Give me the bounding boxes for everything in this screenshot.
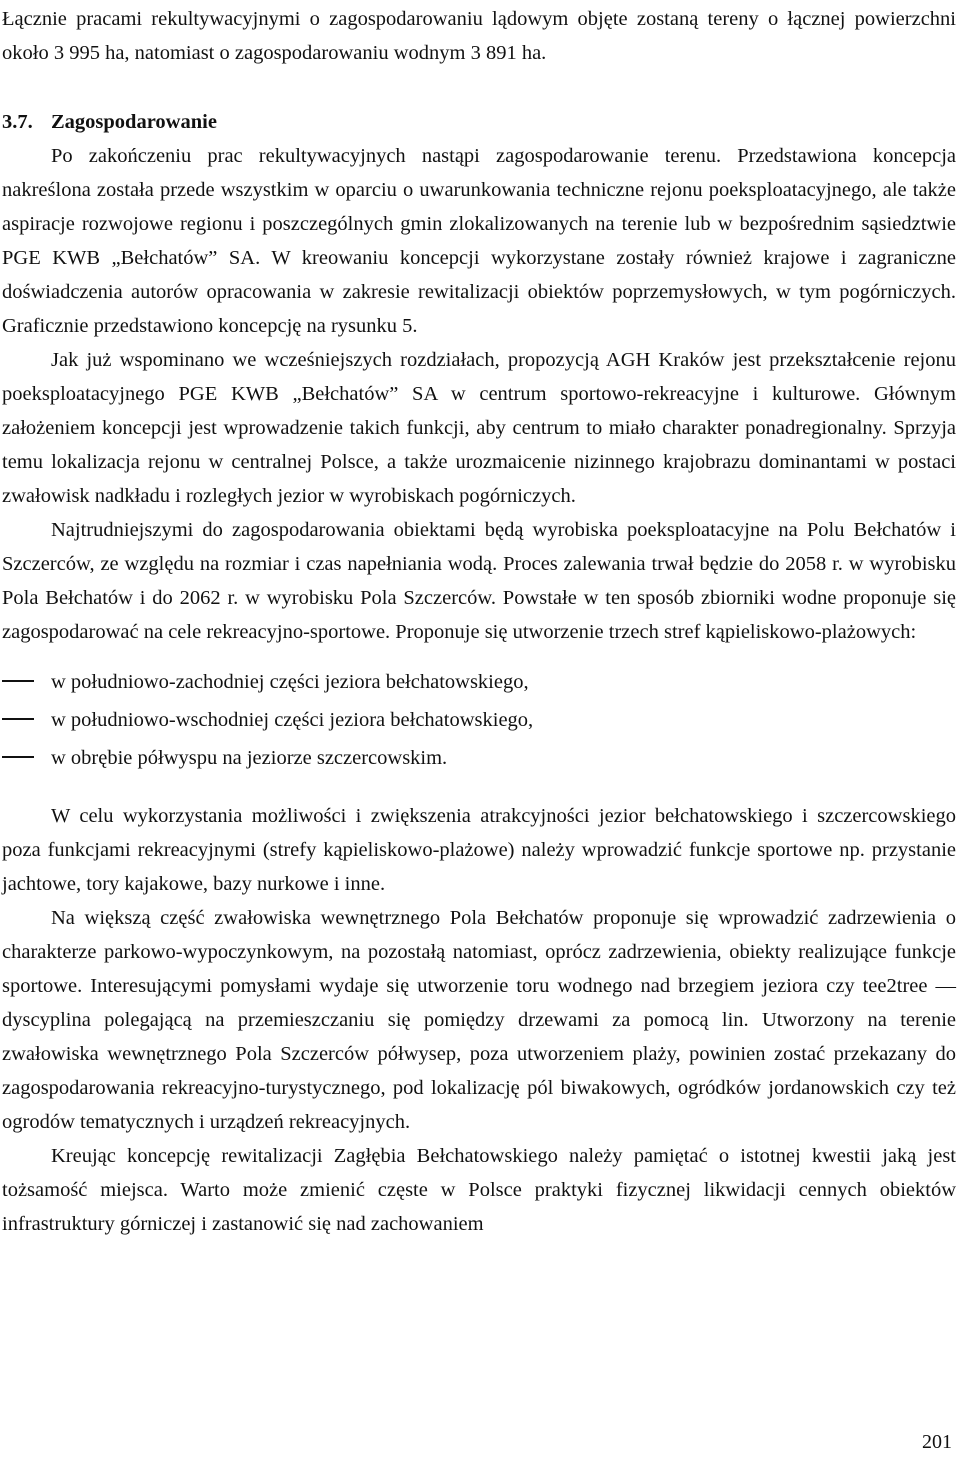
body-paragraph: Na większą część zwałowiska wewnętrznego Pola Bełchatów proponuje się wprowadzić zadrzewienia o charakterze parkowo-wypoczynkowym, na pozostałą natomiast, oprócz zadrzewienia, obiekty realizujące funkcje sportowe. Interesującymi pomysłami wydaje się utworzenie toru wodnego nad brzegiem jeziora czy tee2tree — dyscyplina polegającą na przemieszczaniu się pomiędzy drzewami za pomocą lin. Utworzony na terenie zwałowiska wewnętrznego Pola Szczerców półwysep, poza utworzeniem plaży, powinien zostać przekazany do zagospodarowania rekreacyjno-turystycznego, pod lokalizację pól biwakowych, ogródków jordanowskich czy też ogrodów tematycznych i urządzeń rekreacyjnych. <box>2 907 956 1133</box>
page-number: 201 <box>922 1431 952 1453</box>
list-item <box>2 739 956 777</box>
list-item-text: w obrębie półwyspu na jeziorze szczercowskim. <box>51 747 448 769</box>
dash-bullet-icon <box>2 718 34 720</box>
section-title: Zagospodarowanie <box>51 111 217 133</box>
beach-zones-list <box>2 663 956 777</box>
list-item <box>2 663 956 701</box>
body-paragraph: Najtrudniejszymi do zagospodarowania obiektami będą wyrobiska poeksploatacyjne na Polu Bełchatów i Szczerców, ze względu na rozmiar i czas napełniania wodą. Proces zalewania trwał będzie do 2058 r. w wyrobisku Pola Bełchatów i do 2062 r. w wyrobisku Pola Szczerców. Powstałe w ten sposób zbiorniki wodne proponuje się zagospodarować na cele rekreacyjno-sportowe. Proponuje się utworzenie trzech stref kąpieliskowo-plażowych: <box>2 519 956 643</box>
section-number: 3.7. <box>2 111 33 133</box>
list-item <box>2 701 956 739</box>
body-paragraph: Po zakończeniu prac rekultywacyjnych nastąpi zagospodarowanie terenu. Przedstawiona koncepcja nakreślona została przede wszystkim w oparciu o uwarunkowania techniczne rejonu poeksploatacyjnego, ale także aspiracje rozwojowe regionu i poszczególnych gmin zlokalizowanych na terenie lub w bezpośrednim sąsiedztwie PGE KWB „Bełchatów” SA. W kreowaniu koncepcji wykorzystane zostały również krajowe i zagraniczne doświadczenia autorów opracowania w zakresie rewitalizacji obiektów poprzemysłowych, w tym pogórniczych. Graficznie przedstawiono koncepcję na rysunku 5. <box>2 145 956 337</box>
dash-bullet-icon <box>2 756 34 758</box>
list-item-text: w południowo-wschodniej części jeziora bełchatowskiego, <box>51 709 534 731</box>
body-paragraph: Jak już wspominano we wcześniejszych rozdziałach, propozycją AGH Kraków jest przekształcenie rejonu poeksploatacyjnego PGE KWB „Bełchatów” SA w centrum sportowo-rekreacyjne i kulturowe. Głównym założeniem koncepcji jest wprowadzenie takich funkcji, aby centrum to miało charakter ponadregionalny. Sprzyja temu lokalizacja rejonu w centralnej Polsce, a także urozmaicenie nizinnego krajobrazu dominantami w postaci zwałowisk nadkładu i rozległych jezior w wyrobiskach pogórniczych. <box>2 349 956 507</box>
list-item-text: w południowo-zachodniej części jeziora bełchatowskiego, <box>51 671 529 693</box>
body-paragraph: Kreując koncepcję rewitalizacji Zagłębia Bełchatowskiego należy pamiętać o istotnej kwestii jaką jest tożsamość miejsca. Warto może zmienić częste w Polsce praktyki fizycznej likwidacji cennych obiektów infrastruktury górniczej i zastanowić się nad zachowaniem <box>2 1145 956 1235</box>
body-paragraph: W celu wykorzystania możliwości i zwiększenia atrakcyjności jezior bełchatowskiego i szczercowskiego poza funkcjami rekreacyjnymi (strefy kąpieliskowo-plażowe) należy wprowadzić funkcje sportowe np. przystanie jachtowe, tory kajakowe, bazy nurkowe i inne. <box>2 805 956 895</box>
intro-paragraph: Łącznie pracami rekultywacyjnymi o zagospodarowaniu lądowym objęte zostaną tereny o łącznej powierzchni około 3 995 ha, natomiast o zagospodarowaniu wodnym 3 891 ha. <box>2 8 956 64</box>
section-heading <box>2 105 956 139</box>
dash-bullet-icon <box>2 680 34 682</box>
